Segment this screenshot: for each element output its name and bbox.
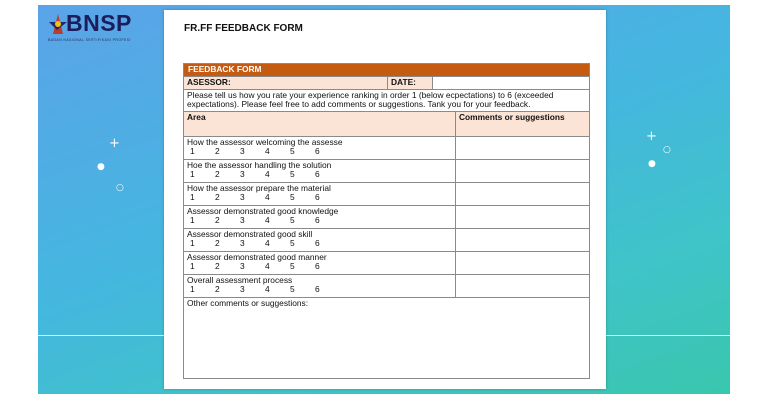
divider-left [38, 335, 164, 336]
rating-option[interactable]: 6 [315, 238, 320, 249]
question-cell [184, 229, 456, 251]
rating-option[interactable]: 2 [215, 238, 220, 249]
logo-tagline: BADAN NASIONAL SERTIFIKASI PROFESI [48, 38, 131, 42]
rating-option[interactable]: 4 [265, 215, 270, 226]
rating-scale [187, 147, 452, 156]
rating-option[interactable]: 1 [190, 192, 195, 203]
plus-decoration-icon: + [646, 129, 657, 144]
question-row [184, 251, 589, 274]
rating-option[interactable]: 5 [290, 238, 295, 249]
intro-text: Please tell us how you rate your experience ranking in order 1 (below ecpectations) to 6 (exceeded expectations). Please feel free to add comments or suggestions. Tank you for your feedback. [184, 89, 589, 111]
question-cell [184, 183, 456, 205]
rating-option[interactable]: 4 [265, 238, 270, 249]
plus-decoration-icon: + [109, 136, 120, 151]
question-row [184, 228, 589, 251]
other-comments-label: Other comments or suggestions: [187, 297, 309, 308]
rating-option[interactable]: 6 [315, 215, 320, 226]
rating-scale [187, 239, 452, 248]
question-row [184, 182, 589, 205]
rating-option[interactable]: 3 [240, 169, 245, 180]
form-code: FR.FF FEEDBACK FORM [184, 23, 303, 34]
comment-cell[interactable] [456, 252, 589, 274]
question-text: Overall assessment process [187, 274, 293, 285]
rating-option[interactable]: 3 [240, 146, 245, 157]
feedback-title: FEEDBACK FORM [184, 64, 589, 76]
other-comments-field[interactable] [184, 297, 589, 378]
rating-option[interactable]: 4 [265, 192, 270, 203]
comment-cell[interactable] [456, 229, 589, 251]
rating-scale [187, 170, 452, 179]
rating-option[interactable]: 1 [190, 238, 195, 249]
comment-cell[interactable] [456, 160, 589, 182]
comment-cell[interactable] [456, 137, 589, 159]
rating-option[interactable]: 3 [240, 215, 245, 226]
question-row [184, 274, 589, 297]
comment-cell[interactable] [456, 183, 589, 205]
dot-decoration-icon: ● [648, 159, 656, 169]
question-cell [184, 160, 456, 182]
rating-scale [187, 262, 452, 271]
rating-option[interactable]: 6 [315, 261, 320, 272]
rating-scale [187, 216, 452, 225]
rating-option[interactable]: 1 [190, 146, 195, 157]
rating-option[interactable]: 3 [240, 261, 245, 272]
rating-scale [187, 285, 452, 294]
form-page [164, 10, 606, 389]
question-text: How the assessor prepare the material [187, 182, 331, 193]
rating-option[interactable]: 1 [190, 215, 195, 226]
rating-option[interactable]: 2 [215, 284, 220, 295]
comments-header: Comments or suggestions [459, 111, 565, 122]
rating-option[interactable]: 1 [190, 284, 195, 295]
divider-right [606, 335, 730, 336]
rating-option[interactable]: 2 [215, 169, 220, 180]
question-cell [184, 275, 456, 297]
date-label: DATE: [388, 77, 433, 89]
rating-option[interactable]: 3 [240, 238, 245, 249]
rating-option[interactable]: 3 [240, 284, 245, 295]
rating-option[interactable]: 4 [265, 169, 270, 180]
rating-option[interactable]: 2 [215, 215, 220, 226]
rating-option[interactable]: 3 [240, 192, 245, 203]
date-field[interactable] [433, 77, 589, 89]
question-text: Assessor demonstrated good skill [187, 228, 313, 239]
ring-decoration-icon: ○ [663, 145, 671, 155]
comment-cell[interactable] [456, 275, 589, 297]
question-cell [184, 252, 456, 274]
rating-option[interactable]: 5 [290, 192, 295, 203]
rating-option[interactable]: 5 [290, 284, 295, 295]
rating-scale [187, 193, 452, 202]
rating-option[interactable]: 6 [315, 169, 320, 180]
question-text: Hoe the assessor handling the solution [187, 159, 332, 170]
question-list [184, 136, 589, 297]
assessor-label: ASESSOR: [184, 77, 388, 89]
rating-option[interactable]: 5 [290, 169, 295, 180]
rating-option[interactable]: 6 [315, 192, 320, 203]
question-row [184, 136, 589, 159]
rating-option[interactable]: 5 [290, 261, 295, 272]
rating-option[interactable]: 6 [315, 284, 320, 295]
question-cell [184, 137, 456, 159]
assessor-date-row [184, 76, 589, 89]
logo-text: BNSP [66, 10, 132, 36]
column-header-row [184, 111, 589, 136]
question-cell [184, 206, 456, 228]
rating-option[interactable]: 5 [290, 215, 295, 226]
question-text: How the assessor welcoming the assesse [187, 136, 343, 147]
rating-option[interactable]: 4 [265, 261, 270, 272]
question-text: Assessor demonstrated good knowledge [187, 205, 339, 216]
rating-option[interactable]: 4 [265, 284, 270, 295]
feedback-table [183, 63, 590, 379]
rating-option[interactable]: 2 [215, 261, 220, 272]
ring-decoration-icon: ○ [116, 183, 124, 193]
question-row [184, 205, 589, 228]
comment-cell[interactable] [456, 206, 589, 228]
question-row [184, 159, 589, 182]
rating-option[interactable]: 6 [315, 146, 320, 157]
dot-decoration-icon: ● [97, 162, 105, 172]
rating-option[interactable]: 1 [190, 169, 195, 180]
rating-option[interactable]: 1 [190, 261, 195, 272]
area-header: Area [184, 112, 456, 136]
rating-option[interactable]: 5 [290, 146, 295, 157]
question-text: Assessor demonstrated good manner [187, 251, 327, 262]
rating-option[interactable]: 2 [215, 146, 220, 157]
bnsp-logo [48, 12, 143, 46]
bnsp-emblem-icon [48, 12, 68, 36]
rating-option[interactable]: 2 [215, 192, 220, 203]
rating-option[interactable]: 4 [265, 146, 270, 157]
